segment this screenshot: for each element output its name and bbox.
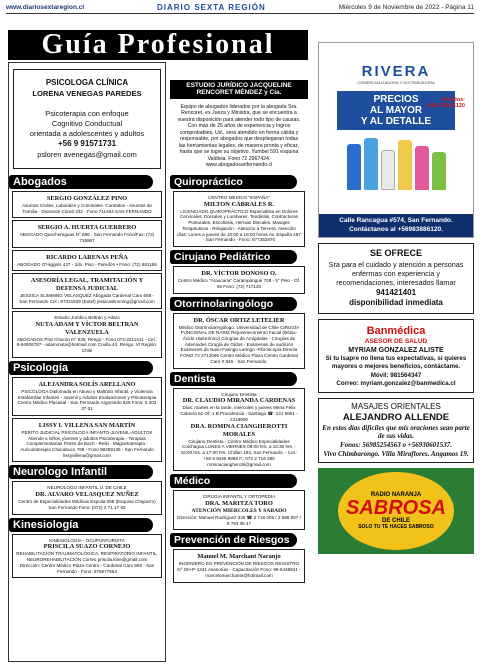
listing-detail: Centro Médico "Araucaria" Carampangue 708 - 5° Piso - Of. 56 Fono: (72) 717120 — [177, 278, 301, 289]
listing-alejandra — [12, 377, 162, 416]
listing-nuta — [12, 311, 162, 358]
listing-name: DRA. MARITZA TORO — [205, 500, 273, 508]
rivera-phone — [425, 97, 465, 109]
listing-donoso — [173, 266, 305, 293]
banmedica-mobile: Móvil: 981564347 — [370, 371, 422, 379]
listing-intro: Cirujano Dentista — [221, 391, 257, 397]
listing-detail: ABOGADO O'Higgins 437 - 2do. Piso - Paredón • Fono: (72) 681168 — [17, 261, 157, 267]
listing-detail: Dirección: Manuel Rodríguez 325 ☎ 2 718 006 / 2 586 597 / 9 763 38 47 — [177, 515, 301, 526]
ad-radio-sabrosa — [318, 468, 474, 554]
ofrece-phone: 941421401 — [375, 287, 417, 297]
listing-detail: Médico Otorrinolaringólogo. Universidad de Chile CIRUGÍA FUNCIONAL DE NARIZ Rejuvenecimiento Facial (Bótox-Ácido Hialurónico) Cirugías de Amígdalas - Cirugías de Adenoides Cirugía de Oídos - Exámenes de audición Exámenes de Naso-Faringo-Laringo -Fibroscopía Directa FONO 72 2712065 Centro Médico Plaza Centro Cardenal Caro # 646 - San Fernando. — [178, 324, 300, 364]
ofrece-body: Sra para el cuidado y atención a personas enfermas con experiencia y recomendaciones, interesados llamar — [328, 259, 464, 288]
psico-line: Psicoterapia con enfoque — [45, 109, 129, 119]
psico-name: LORENA VENEGAS PAREDES — [32, 88, 142, 98]
listing-sergio-huerta — [12, 220, 162, 247]
listing-prisca — [12, 534, 162, 579]
listing-detail: REHABILITACIÓN TRAUMATOLÓGICA, RESPIRATORIO INFANTIL, NEUROREHABILITACIÓN Correo priscila.kine@gmail.com Dirección: Centro Médico Plaza Centro - Cardenal Caro 668 - San Fernando - Fono: 975677564 — [16, 551, 158, 574]
listing-detail: JESSICA SLIMMING VELÁSQUEZ Abogada Cardenal Caro 668 - San Fernando Cel.: 87321839 (Entel) jessicaslimming@gmail.com — [19, 293, 155, 305]
section-psicologia: Psicología — [9, 361, 153, 375]
site-url[interactable]: www.diariosextaregion.cl — [6, 4, 85, 11]
masajes-body: En estos días difíciles que mis oraciones sean parte de sus vidas. — [322, 423, 470, 441]
radio-top-text: RADIO NARANJA — [370, 491, 422, 498]
listing-detail: Cirujano Dentista - Centro Médico Especialidades Colchagua LUNES A VIERNES 09:00 hrs. a 13:30 hrs. - 16:00 hrs. a 17:00 hrs. Chillán 183, San Fernando. - Cel.: +56 9 9435 9888 F.: 072 2 716 380 rominaciangherotti@gmail.com — [180, 438, 298, 467]
section-otorrino: Otorrinolaringólogo — [170, 297, 297, 311]
ofrece-tail: disponibilidad inmediata — [349, 298, 443, 308]
section-neurologo: Neurologo Infantil — [9, 465, 153, 479]
listing-asesoria — [12, 273, 162, 308]
section-prevencion: Prevención de Riesgos — [170, 533, 297, 547]
listing-name: NUTA ADAM Y VÍCTOR BELTRAN VALENZUELA — [35, 320, 139, 336]
column-ads — [318, 42, 474, 554]
rivera-banner-line: AL MAYOR — [369, 105, 423, 116]
listing-intro: Estudio Jurídico Beltrán y Adaro — [54, 314, 120, 320]
listing-intro: CIRUGIA INFANTIL Y ORTOPEDIA — [202, 494, 276, 500]
issue-date: Miércoles 9 de Noviembre de 2022 - Página 11 — [338, 4, 474, 11]
listing-intro: KINESIOLOGÍA - OCUPUNTURISTA — [49, 537, 125, 543]
ad-masajes — [318, 398, 474, 463]
psico-title: PSICOLOGA CLÍNICA — [45, 78, 129, 87]
masajes-phones: Fonos: 56985254563 o +56930601537. — [339, 441, 453, 449]
ad-banmedica — [318, 319, 474, 393]
listing-attention: ATENCIÓN MIERCOLES Y SABADO — [191, 508, 287, 515]
listing-dentista — [173, 388, 305, 472]
newspaper-brand: DIARIO SEXTA REGIÓN — [156, 3, 266, 12]
rivera-footer — [319, 214, 473, 237]
listing-name: MILTON CABRALES R. — [203, 200, 275, 208]
listing-name: ASESORÍA LEGAL, TRAMITACIÓN Y DEFENSA JUDICIAL — [30, 277, 144, 293]
section-kinesiologia: Kinesiología — [9, 518, 153, 532]
listing-toro — [173, 490, 305, 530]
rivera-banner-line: PRECIOS — [373, 94, 419, 105]
column-left — [8, 62, 166, 662]
bottle-icon — [398, 140, 412, 190]
listing-detail: LICENCIADO QUIROPRÁCTICO Especialista en Dolores Cervicales, Dorsales y Lumbares. Tendinitis, Contracturas Posturales, Escoliosis, Hernias Discales. Masajes Terapéuticos - Relajación - Atención a Tercera. Atención días: Lunes a jueves de 10:00 a 19:00 horas Av. España 467 - San Fernando - Fono: 977352970 — [177, 208, 301, 243]
listing-name: LISSY I. VILLENA SAN MARTÍN — [38, 421, 136, 429]
listing-name: DR. ALVARO VELASQUEZ NUÑEZ — [35, 491, 139, 499]
bottle-icon — [364, 138, 378, 190]
section-quiropractico: Quiropráctico — [170, 175, 297, 189]
rivera-address: Calle Rancagua #574, San Fernando. — [339, 217, 453, 225]
listing-name: SERGIO GONZÁLEZ PINO — [46, 194, 128, 202]
psico-line: orientada a adolescentes y adultos — [29, 129, 145, 139]
listing-ortiz — [173, 313, 305, 369]
bottle-icon — [432, 152, 446, 190]
listing-sergio-pino — [12, 191, 162, 218]
radio-logo: SABROSA — [345, 496, 446, 519]
listing-name: PRISCILA SUAZO CORNEJO — [43, 543, 131, 551]
listing-name: DR. VÍCTOR DONOSO O. — [201, 270, 277, 278]
bottle-icon — [415, 146, 429, 190]
banmedica-role: ASESOR DE SALUD — [364, 337, 428, 345]
listing-detail: ABOGADO Quechereguas N° 688 - San Fernando Fono/Fax: (72) 715967 — [19, 232, 155, 243]
psico-email[interactable]: psloren avenegas@gmail.com — [37, 149, 137, 159]
rivera-logo: RIVERA — [361, 63, 431, 80]
bottle-icon — [381, 150, 395, 190]
radio-bottom-text: SOLO TU TE HACES SABROSO — [358, 523, 434, 530]
ad-se-ofrece — [318, 243, 474, 314]
listing-name: ALEJANDRA SOLÍS ARELLANO — [38, 380, 136, 388]
masajes-name: ALEJANDRO ALLENDE — [342, 411, 450, 423]
rivera-phone-label: Pedidos: — [441, 97, 465, 103]
psico-line: Cognitivo Conductual — [51, 119, 123, 129]
rivera-contact: Contáctanos al +56983886120. — [349, 225, 443, 233]
section-cirujano: Cirujano Pediátrico — [170, 250, 297, 264]
listing-detail: INGENIERO EN PREVENCIÓN DE RIESGOS REGISTRO N° OH-P-1341 Asesorías - Capacitación Fono: 99-6448841 - marcelomarchantn@hotmail.com — [177, 561, 301, 578]
listing-ricardo — [12, 250, 162, 272]
listing-detail: PSICÓLOGA Diplomada en Abuso y Maltrato Infantil, y Violencia Intrafamiliar Infantes - Juvenil y Adultos Evaluaciones y Psicoterapia Centro Médico Placasal - San Fernando Argomedo 626 Fono: 6 303 37 01 — [17, 388, 157, 412]
banmedica-email[interactable]: Correo: myriam.gonzalez@banmedica.cl — [336, 379, 456, 387]
ofrece-title: SE OFRECE — [369, 248, 422, 258]
listing-lissy — [12, 418, 162, 463]
section-dentista: Dentista — [170, 372, 297, 386]
rivera-product-bottles — [319, 134, 473, 190]
section-abogados: Abogados — [9, 175, 153, 189]
masajes-address: Vivo Chimbarongo. Villa Miraflores. Angamos 19. — [323, 449, 469, 458]
listing-detail: Centro de Especialidades Médicas Espoila 058 (Esquina Chaparro) San Fernando Fono: (072) 2 71 17 82 — [18, 499, 156, 510]
section-medico: Médico — [170, 474, 297, 488]
radio-logo-disc — [338, 472, 454, 550]
rivera-subtitle: COMERCIALIZADORA Y DISTRIBUIDORA — [357, 80, 435, 85]
listing-name: SERGIO A. HUERTA GUERRERO — [37, 224, 137, 232]
listing-name: DR. CLAUDIO MIRANDA CARDENAS — [182, 397, 296, 405]
page-title: Guía Profesional — [8, 30, 308, 60]
listing-name: RICARDO LARENAS PEÑA — [46, 253, 128, 261]
listing-detail: Asuntos Civiles, Laborales y Criminales. Contratos - Asuntos de Familia - Divorcios Cúratí 332 - Fono 711464 SAN FERNANDO — [22, 202, 152, 214]
rivera-phone-number: +569 8388 6120 — [425, 103, 465, 109]
banmedica-logo: Banmédica — [366, 324, 426, 337]
listing-detail: ABOGADOS Prat Chacón N° 930, Rengo - Fono 072-2511411 - Cel.: 9-94006787 - adammuta@hotmail.com Coulla 40. Rengo. VI Región. Chile — [16, 336, 158, 354]
listing-name: DRA. ROMINA CIANGHEROTTI MORALES — [190, 422, 288, 438]
masajes-title: MASAJES ORIENTALES — [351, 401, 441, 411]
estudio-juridico-header: ESTUDIO JURÍDICO JACQUELINE RENCORET MÉNDEZ y Cía. — [170, 80, 308, 99]
estudio-juridico-text: Equipo de abogados liderados por la abogada Sra. Rencoret, ex Jueza y Ministra, que se encuentra a vuestra disposición para atender todo tipo de causas. Con más de 25 años de experiencia y logros comprobables, Ud., será atendido en forma cálida y responsable, por abogados que despliegaran todas las herramientas legales, de manera pronta y eficaz, hasta que se logre su objetivo. Yumbel 591 esquina Valdivia. Fono 72 2967424. www.abogadosanfernando.cl — [177, 103, 301, 169]
listing-intro: CENTRO MÉDICO "ESPAÑA" — [208, 194, 270, 200]
listing-name: Manuel M. Marchant Naranjo — [197, 553, 281, 561]
psicologa-ad — [13, 69, 161, 169]
listing-intro: NEUROLOGO INFANTIL U. DE CHILE — [47, 485, 127, 491]
bottle-icon — [347, 144, 361, 190]
listing-alvaro — [12, 481, 162, 514]
rivera-banner-line: Y AL DETALLE — [360, 116, 432, 127]
column-middle — [170, 80, 308, 662]
ad-rivera — [318, 42, 474, 238]
listing-milton — [173, 191, 305, 247]
banmedica-body: Si tu Isapre no llena tus expectativas, si quieres mayores o mejores beneficios, contáctame. — [325, 355, 467, 371]
masthead — [6, 2, 474, 14]
listing-riesgos — [173, 549, 305, 582]
listing-name: DR. ÓSCAR ORTIZ LETELIER — [193, 316, 285, 324]
listing-detail: Días: martes en la tarde, miércoles y jueves Mena Félix Cabrera 62 Of. 1 B Providencia - Santiago ☎: 221 9661 - 2319900 — [180, 405, 298, 422]
psico-phone: +56 9 91571731 — [57, 139, 117, 148]
radio-sub-text: DE CHILE — [381, 517, 410, 524]
banmedica-name: MYRIAM GONZALEZ ALISTE — [348, 347, 444, 355]
listing-detail: PERITO JUDICIAL PSICOLOGA INFANTO-JUVENIL-ADULTOS Atiende a niños, jóvenes y adultos Psicoterapia - Terapias Complementarias Flores de Bach - Reiki - Magnetoterapia - Auriculoterapia Chacabuco 768 - Fono 98459145 - San Fernando lissyvillena@gmail.com — [20, 429, 154, 458]
